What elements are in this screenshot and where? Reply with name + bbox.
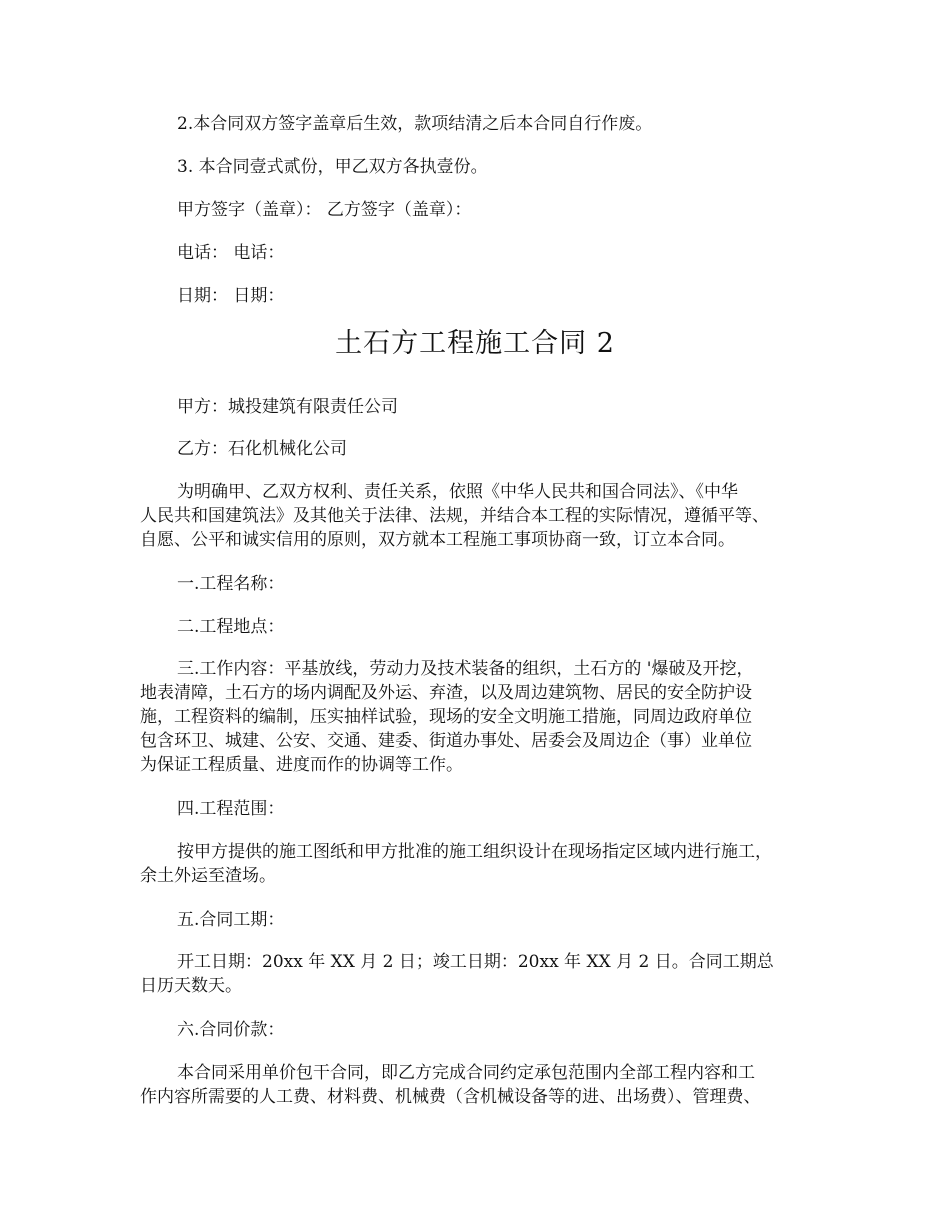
preamble-line: 人民共和国建筑法》及其他关于法律、法规，并结合本工程的实际情况，遵循平等、 bbox=[140, 506, 769, 526]
phone-line: 电话： 电话： bbox=[177, 243, 285, 263]
scope-line: 余土外运至渣场。 bbox=[140, 866, 276, 886]
preamble-line: 自愿、公平和诚实信用的原则，双方就本工程施工事项协商一致，订立本合同。 bbox=[140, 530, 735, 550]
clause-copies: 3. 本合同壹式贰份，甲乙双方各执壹份。 bbox=[177, 157, 488, 177]
work-content-line: 三.工作内容：平基放线，劳动力及技术装备的组织，土石方的 '爆破及开挖， bbox=[177, 659, 754, 679]
section-project-location: 二.工程地点： bbox=[177, 617, 285, 637]
signature-line: 甲方签字（盖章）： 乙方签字（盖章）： bbox=[177, 200, 472, 220]
preamble-paragraph bbox=[140, 480, 830, 552]
section-price-body bbox=[140, 1061, 830, 1109]
work-content-line: 包含环卫、城建、公安、交通、建委、街道办事处、居委会及周边企（事）业单位 bbox=[140, 731, 752, 751]
date-line: 日期： 日期： bbox=[177, 286, 285, 306]
work-content-line: 施，工程资料的编制，压实抽样试验，现场的安全文明施工措施，同周边政府单位 bbox=[140, 707, 752, 727]
section-period-body bbox=[140, 950, 830, 998]
scope-line: 按甲方提供的施工图纸和甲方批准的施工组织设计在现场指定区域内进行施工， bbox=[177, 842, 772, 862]
period-line: 开工日期：20xx 年 XX 月 2 日；竣工日期：20xx 年 XX 月 2 日。合同工期总 bbox=[177, 952, 774, 972]
preamble-line: 为明确甲、乙双方权利、责任关系，依照《中华人民共和国合同法》、《中华 bbox=[177, 482, 738, 502]
clause-effective: 2.本合同双方签字盖章后生效，款项结清之后本合同自行作废。 bbox=[177, 114, 653, 134]
price-line: 本合同采用单价包干合同，即乙方完成合同约定承包范围内全部工程内容和工 bbox=[177, 1063, 755, 1083]
section-period-heading: 五.合同工期： bbox=[177, 910, 285, 930]
work-content-line: 为保证工程质量、进度而作的协调等工作。 bbox=[140, 755, 463, 775]
section-scope-body bbox=[140, 840, 830, 888]
section-work-content bbox=[140, 657, 830, 777]
party-b: 乙方：石化机械化公司 bbox=[177, 439, 347, 459]
section-project-name: 一.工程名称： bbox=[177, 574, 285, 594]
party-a: 甲方：城投建筑有限责任公司 bbox=[177, 397, 398, 417]
section-price-heading: 六.合同价款： bbox=[177, 1020, 285, 1040]
period-line: 日历天数天。 bbox=[140, 976, 242, 996]
section-scope-heading: 四.工程范围： bbox=[177, 799, 285, 819]
price-line: 作内容所需要的人工费、材料费、机械费（含机械设备等的进、出场费）、管理费、 bbox=[140, 1087, 761, 1107]
work-content-line: 地表清障，土石方的场内调配及外运、弃渣，以及周边建筑物、居民的安全防护设 bbox=[140, 683, 752, 703]
document-title: 土石方工程施工合同 2 bbox=[335, 328, 615, 359]
